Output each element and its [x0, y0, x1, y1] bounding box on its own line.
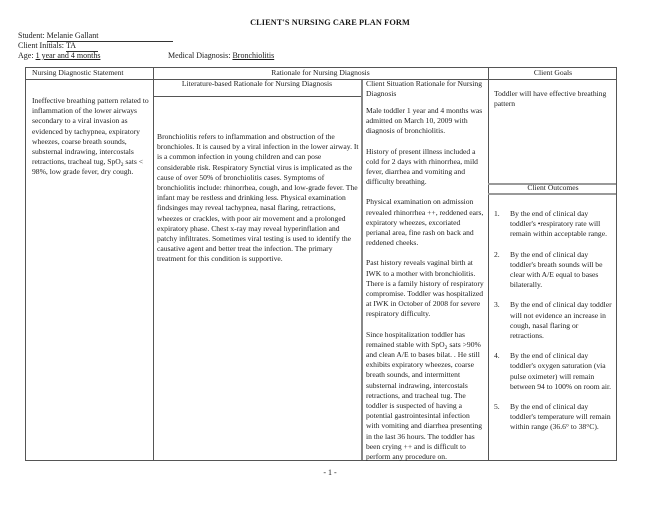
- client-outcomes-list: [494, 209, 614, 443]
- header-client-outcomes: Client Outcomes: [527, 183, 579, 192]
- header-client-situation-rationale: Client Situation Rationale for Nursing Diagnosis: [366, 79, 483, 99]
- client-goal-text: Toddler will have effective breathing pattern: [494, 89, 607, 109]
- outcome-number: 1.: [494, 209, 500, 218]
- outcomes-divider: [488, 193, 616, 195]
- outcome-item: [494, 209, 614, 240]
- outcome-number: 4.: [494, 351, 500, 361]
- age-line: [18, 51, 100, 61]
- outcome-number: 3.: [494, 300, 500, 310]
- outcome-item: [494, 351, 614, 392]
- outcome-item: [494, 250, 614, 291]
- page-number: - 1 -: [323, 468, 337, 477]
- outcome-text: By the end of clinical day toddler's breath sounds will be clear with A/E equal to bases bilaterally.: [510, 249, 603, 290]
- statement-text-end: sats < 98%, low grade fever, dry cough.: [32, 157, 144, 177]
- situation-past-history: Past history reveals vaginal birth at IWK to a mother with bronchiolitis. There is a family history of respiratory compromise. Toddler was hospitalized at IWK in October of 2008 for severe respiratory difficulty.: [366, 258, 484, 319]
- client-situation-text: [366, 106, 485, 472]
- care-plan-table: [25, 67, 617, 461]
- header-client-goals: Client Goals: [533, 68, 573, 77]
- diagnosis-line: [168, 51, 274, 61]
- initials-label: Client Initials:: [18, 41, 64, 50]
- nursing-diagnostic-statement: [32, 96, 150, 178]
- outcome-text: By the end of clinical day toddler's temperature will remain within range (36.6° to 38°C).: [510, 402, 611, 432]
- situation-history: History of present illness included a cold for 2 days with rhinorrhea, mild fever, diarrhea and vomiting and difficulty breathing.: [366, 146, 478, 187]
- header-nursing-diagnostic-statement: Nursing Diagnostic Statement: [32, 68, 124, 77]
- statement-subscript: 2: [120, 162, 124, 169]
- outcome-number: 2.: [494, 249, 500, 259]
- outcome-number: 5.: [494, 402, 500, 412]
- student-value: Melanie Gallant: [46, 31, 99, 40]
- diagnosis-label: Medical Diagnosis:: [168, 51, 231, 60]
- col-divider: [361, 79, 363, 460]
- situation-current-text-end: sats >90% and clean A/E to bases bilat. . He still exhibits expiratory wheezes, coarse breath sounds, and intermittent substernal indrawing, intercostals retractions, and tracheal tug. The toddler is suspected of having a potential gastrointesintal infection with vomiting and diarrhea presenting in the last 36 hours. The toddler has been crying ++ and is difficult to perform any procedure on.: [366, 339, 482, 462]
- age-value: 1 year and 4 months: [35, 51, 101, 60]
- header-literature-rationale: Literature-based Rationale for Nursing Diagnosis: [181, 79, 333, 88]
- col-divider: [153, 68, 154, 460]
- subheader-divider: [153, 96, 361, 97]
- statement-text: Ineffective breathing pattern related to inflammation of the lower airways secondary to a viral invasion as evidenced by tachypnea, expiratory wheezes, coarse breath sounds, substernal indrawing, intercostals retractions, tracheal tug, SpO: [32, 96, 149, 167]
- outcome-text: By the end of clinical day toddler's •respiratory rate will remain within acceptable range.: [510, 209, 607, 239]
- literature-rationale-text: Bronchiolitis refers to inflammation and obstruction of the bronchioles. It is caused by a viral infection in the lower airway. It is a common infection in young children and can pose considerable risk. Respiratory Synctial virus is implicated as the cause of over 50% of bronchiolitis cases. Symptoms of bronchiolitis include: rhinorrhea, cough, and low-grade fever. The infant may be restless and drinking less. Physical examination findsinges may reveal tachypnea, nasal flaring, retractions, wheezes or crackles, with poor air movement and a prolonged expiratory phase. Chest x-ray may reveal hyperinflation and patchy infiltrates. Sometimes viral testing is used to identify the causative agent and better treat the infection. The primary treatment for this condition is supportive.: [157, 132, 359, 264]
- age-label: Age:: [18, 51, 34, 60]
- situation-current: [366, 330, 485, 463]
- situation-admission: Male toddler 1 year and 4 months was admitted on March 10, 2009 with diagnosis of bronchiolitis.: [366, 106, 483, 136]
- situation-current-text: Since hospitalization toddler has remained stable with SpO: [366, 329, 465, 349]
- outcome-item: [494, 300, 614, 341]
- outcome-text: By the end of clinical day toddler's oxygen saturation (via pulse oximeter) will remain between 94 to 100% on room air.: [510, 351, 612, 391]
- situation-subscript: 2: [444, 344, 448, 351]
- form-title: CLIENT'S NURSING CARE PLAN FORM: [250, 18, 410, 27]
- outcome-item: [494, 402, 614, 433]
- col-divider: [488, 68, 489, 460]
- student-label: Student:: [18, 31, 45, 40]
- outcome-text: By the end of clinical day toddler will not evidence an increase in cough, nasal flaring or retractions.: [510, 300, 612, 341]
- header-rationale: Rationale for Nursing Diagnosis: [271, 68, 370, 77]
- diagnosis-value: Bronchiolitis: [232, 51, 275, 60]
- initials-value: TA: [66, 41, 77, 50]
- situation-exam: Physical examination on admission revealed rhinorrhea ++, reddened ears, expiratory wheezes, excoriated perianal area, fine rash on back and reddened cheeks.: [366, 197, 484, 248]
